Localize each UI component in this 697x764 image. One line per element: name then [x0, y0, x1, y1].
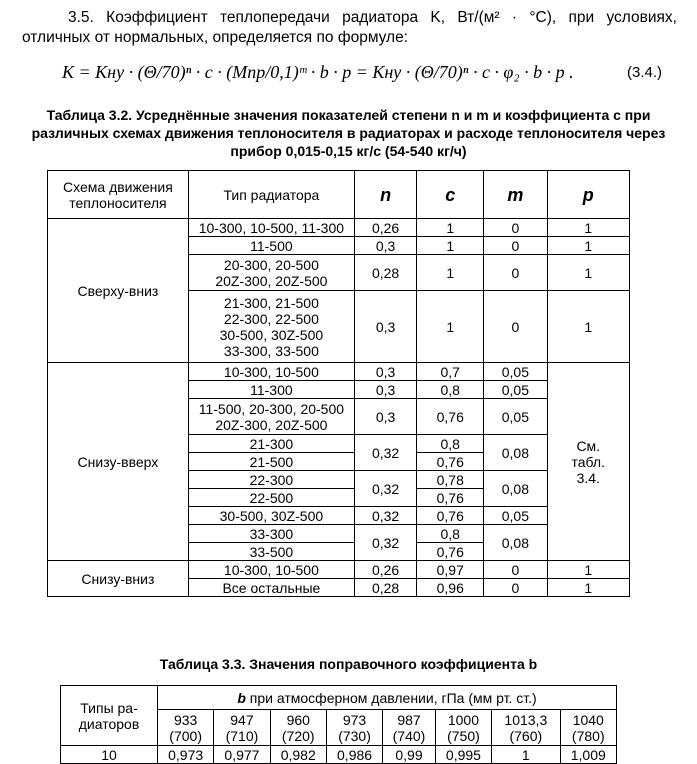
b-symbol: b — [237, 689, 246, 706]
formula-number: (3.4.) — [626, 64, 662, 81]
c-cell: 1 — [417, 237, 484, 255]
m-cell: 0,05 — [484, 399, 547, 435]
table-3-2 — [47, 170, 630, 597]
c-cell: 0,8 — [417, 435, 484, 453]
table-3-3-caption: Таблица 3.3. Значения поправочного коэффициента b — [159, 656, 538, 672]
b-value-cell: 0,986 — [326, 746, 382, 764]
p-cell: 1 — [547, 561, 630, 579]
formula-3-4 — [62, 62, 662, 92]
scheme-cell: Снизу-вверх — [48, 363, 189, 561]
p-cell: 1 — [547, 219, 630, 237]
intro-paragraph — [22, 8, 677, 48]
m-cell: 0,08 — [484, 525, 547, 561]
b-value-cell: 1 — [492, 746, 560, 764]
m-cell: 0 — [484, 219, 547, 237]
n-cell: 0,32 — [354, 471, 416, 507]
type-cell: 10-300, 10-500, 11-300 — [188, 219, 354, 237]
type-cell: 10-300, 10-500 — [188, 561, 354, 579]
scheme-cell: Сверху-вниз — [48, 219, 189, 363]
m-cell: 0 — [484, 291, 547, 363]
table-3-3 — [60, 685, 617, 764]
type-cell: Все остальные — [188, 579, 354, 597]
b-value-cell: 0,995 — [435, 746, 491, 764]
header-scheme: Схема движения теплоносителя — [48, 171, 189, 219]
radiator-type-cell: 10 — [61, 746, 158, 764]
pressure-header: 1013,3 (760) — [492, 710, 560, 746]
c-cell: 1 — [417, 255, 484, 291]
c-cell: 0,76 — [417, 453, 484, 471]
c-cell: 0,97 — [417, 561, 484, 579]
n-cell: 0,3 — [354, 399, 416, 435]
c-cell: 0,76 — [417, 489, 484, 507]
c-cell: 0,7 — [417, 363, 484, 381]
p-cell: 1 — [547, 237, 630, 255]
pressure-header: 960 (720) — [270, 710, 326, 746]
pressure-header: 1000 (750) — [435, 710, 491, 746]
n-cell: 0,3 — [354, 237, 416, 255]
b-value-cell: 0,99 — [383, 746, 436, 764]
n-cell: 0,28 — [354, 579, 416, 597]
header-radiator-types: Типы ра-диаторов — [61, 686, 158, 746]
type-cell: 20-300, 20-500 20Z-300, 20Z-500 — [188, 255, 354, 291]
table-row — [48, 363, 630, 381]
pressure-header: 933 (700) — [158, 710, 214, 746]
c-cell: 0,8 — [417, 525, 484, 543]
p-cell: 1 — [547, 291, 630, 363]
m-cell: 0,08 — [484, 435, 547, 471]
c-cell: 0,76 — [417, 543, 484, 561]
c-cell: 0,76 — [417, 399, 484, 435]
m-cell: 0 — [484, 579, 547, 597]
m-cell: 0,05 — [484, 381, 547, 399]
b-value-cell: 0,977 — [214, 746, 270, 764]
type-cell: 21-300, 21-500 22-300, 22-500 30-500, 30Z-500 33-300, 33-500 — [188, 291, 354, 363]
c-cell: 0,96 — [417, 579, 484, 597]
b-description: при атмосферном давлении, гПа (мм рт. ст.) — [249, 689, 537, 706]
n-cell: 0,32 — [354, 435, 416, 471]
m-cell: 0,05 — [484, 363, 547, 381]
n-cell: 0,3 — [354, 291, 416, 363]
b-value-cell: 0,982 — [270, 746, 326, 764]
n-cell: 0,3 — [354, 381, 416, 399]
header-m: m — [484, 171, 547, 219]
scheme-cell: Снизу-вниз — [48, 561, 189, 597]
p-cell: См. табл. 3.4. — [547, 363, 630, 561]
b-value-cell: 0,973 — [158, 746, 214, 764]
c-cell: 1 — [417, 291, 484, 363]
n-cell: 0,32 — [354, 507, 416, 525]
c-cell: 0,76 — [417, 507, 484, 525]
type-cell: 10-300, 10-500 — [188, 363, 354, 381]
type-cell: 33-500 — [188, 543, 354, 561]
header-n: n — [354, 171, 416, 219]
type-cell: 22-500 — [188, 489, 354, 507]
type-cell: 33-300 — [188, 525, 354, 543]
formula-expression: K = Kну · (Θ/70)ⁿ · c · (Mпр/0,1)ᵐ · b · p = Kну · (Θ/70)ⁿ · c · φ₂ · b · p . — [62, 62, 574, 82]
pressure-header: 947 (710) — [214, 710, 270, 746]
type-cell: 11-300 — [188, 381, 354, 399]
pressure-header: 1040 (780) — [560, 710, 616, 746]
header-type: Тип радиатора — [188, 171, 354, 219]
n-cell: 0,32 — [354, 525, 416, 561]
table-row — [48, 561, 630, 579]
c-cell: 0,78 — [417, 471, 484, 489]
type-cell: 11-500, 20-300, 20-500 20Z-300, 20Z-500 — [188, 399, 354, 435]
type-cell: 22-300 — [188, 471, 354, 489]
type-cell: 30-500, 30Z-500 — [188, 507, 354, 525]
p-cell: 1 — [547, 255, 630, 291]
p-cell: 1 — [547, 579, 630, 597]
n-cell: 0,3 — [354, 363, 416, 381]
m-cell: 0 — [484, 255, 547, 291]
header-b-pressure — [158, 686, 617, 710]
table-row — [48, 219, 630, 237]
m-cell: 0 — [484, 237, 547, 255]
m-cell: 0,08 — [484, 471, 547, 507]
n-cell: 0,26 — [354, 219, 416, 237]
header-p: p — [547, 171, 630, 219]
c-cell: 1 — [417, 219, 484, 237]
b-value-cell: 1,009 — [560, 746, 616, 764]
n-cell: 0,28 — [354, 255, 416, 291]
type-cell: 21-300 — [188, 435, 354, 453]
type-cell: 21-500 — [188, 453, 354, 471]
c-cell: 0,8 — [417, 381, 484, 399]
m-cell: 0 — [484, 561, 547, 579]
header-c: c — [417, 171, 484, 219]
type-cell: 11-500 — [188, 237, 354, 255]
pressure-header: 987 (740) — [383, 710, 436, 746]
table-3-2-caption: Таблица 3.2. Усреднённые значения показателей степени n и m и коэффициента c при различных схемах движения теплоносителя в радиаторах и расходе теплоносителя через прибор 0,015-0,15 кг/с (54-540 кг/ч) — [31, 107, 666, 159]
m-cell: 0,05 — [484, 507, 547, 525]
pressure-header: 973 (730) — [326, 710, 382, 746]
intro-text: 3.5. Коэффициент теплопередачи радиатора K, Вт/(м² · °С), при условиях, отличных от нормальных, определяется по формуле: — [22, 9, 677, 46]
n-cell: 0,26 — [354, 561, 416, 579]
